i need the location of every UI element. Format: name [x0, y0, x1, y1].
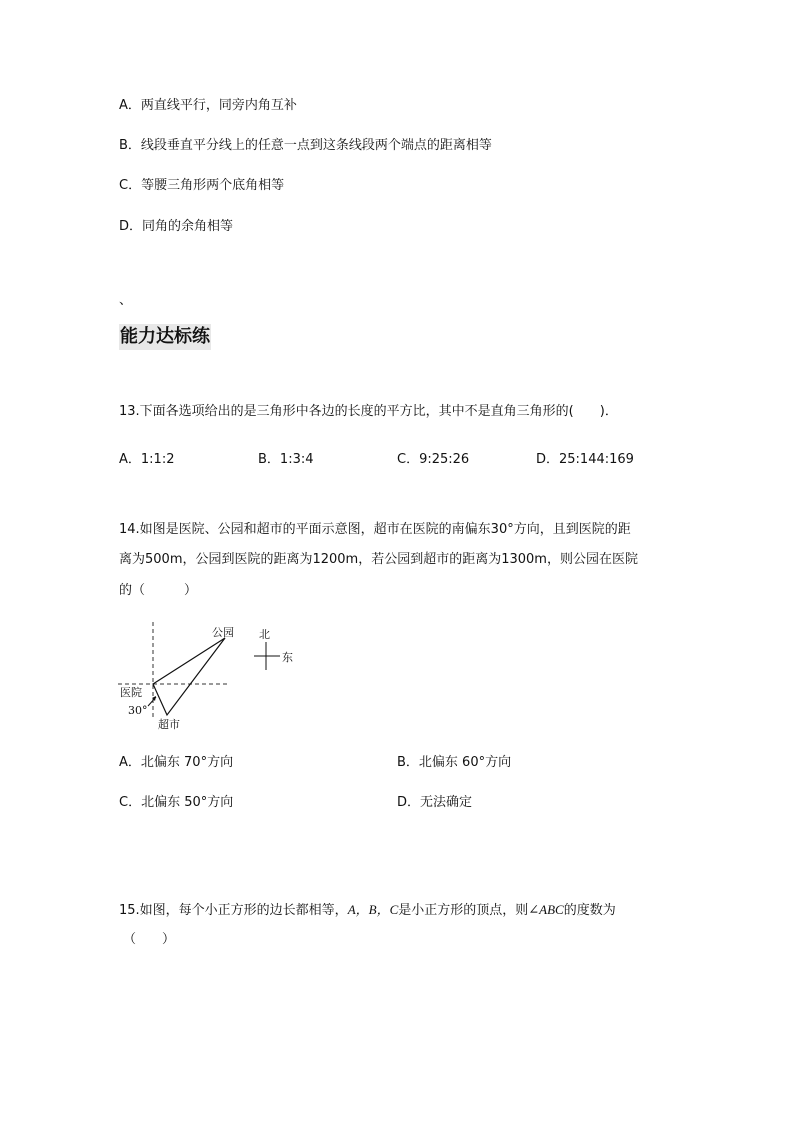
q15-text-pre: 15.如图，每个小正方形的边长都相等， [119, 903, 348, 918]
q15-angle: ∠ABC [528, 902, 564, 917]
q15-stem-line1 [119, 901, 616, 920]
park-label: 公园 [212, 626, 234, 639]
q14-stem-line3: 的（ ） [119, 583, 198, 598]
q13-option-b: B．1:3:4 [258, 452, 314, 467]
triangle [153, 638, 225, 715]
q12-option-c: C．等腰三角形两个底角相等 [119, 178, 285, 193]
q14-option-a: A．北偏东 70°方向 [119, 755, 234, 770]
angle-label: 30° [128, 704, 148, 717]
east-label: 东 [282, 651, 293, 664]
hospital-label: 医院 [120, 686, 142, 699]
q12-option-d: D．同角的余角相等 [119, 219, 234, 234]
q14-option-d: D．无法确定 [397, 795, 473, 810]
q13-stem: 13.下面各选项给出的是三角形中各边的长度的平方比，其中不是直角三角形的( )． [119, 404, 618, 419]
q15-points: A，B，C [347, 902, 399, 917]
q14-option-b: B．北偏东 60°方向 [397, 755, 512, 770]
q15-text-post: 的度数为 [563, 903, 616, 918]
q12-option-a: A．两直线平行，同旁内角互补 [119, 98, 297, 113]
q13-option-c: C．9:25:26 [397, 452, 470, 467]
map-diagram [110, 620, 310, 735]
section-heading: 能力达标练 [119, 324, 211, 350]
stray-mark: 、 [119, 293, 133, 308]
q14-option-c: C．北偏东 50°方向 [119, 795, 234, 810]
q15-stem-line2: （ ） [123, 932, 176, 947]
q13-option-a: A．1:1:2 [119, 452, 175, 467]
q13-option-d: D．25:144:169 [536, 452, 634, 467]
q15-text-mid: 是小正方形的顶点，则 [398, 903, 529, 918]
q14-stem-line1: 14.如图是医院、公园和超市的平面示意图，超市在医院的南偏东30°方向，且到医院的距 [119, 522, 631, 537]
market-label: 超市 [158, 718, 180, 731]
q14-stem-line2: 离为500m，公园到医院的距离为1200m，若公园到超市的距离为1300m，则公园在医院 [119, 552, 638, 567]
north-label: 北 [259, 628, 270, 641]
q12-option-b: B．线段垂直平分线上的任意一点到这条线段两个端点的距离相等 [119, 138, 492, 153]
